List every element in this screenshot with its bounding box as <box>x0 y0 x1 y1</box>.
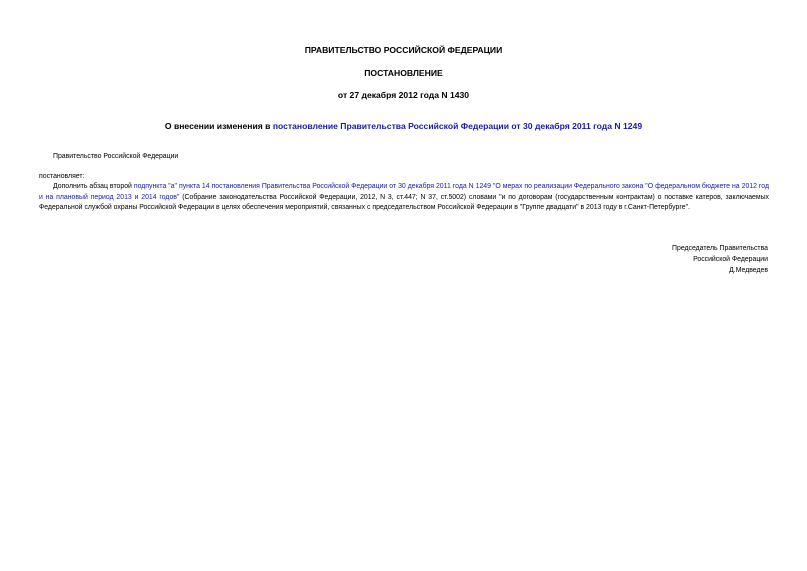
signature-organization: Российской Федерации <box>693 256 768 263</box>
amended-resolution-link[interactable]: постановление Правительства Российской Федерации от 30 декабря 2011 года N 1249 <box>272 121 643 131</box>
subparagraph-link[interactable]: подпункта "а" пункта 14 постановления Правительства Российской Федерации от 30 декабря 2011 года N 1249 "О мерах по реализации Федерального закона "О федеральном бюджете на 2012 год и на плановый период 2013 и 2014 годов" <box>39 183 769 201</box>
paragraph-start: Дополнить абзац второй <box>53 183 134 190</box>
resolves-line: постановляет: <box>39 173 85 180</box>
document-title-prefix: О внесении изменения в <box>164 121 273 131</box>
document-date-number: от 27 декабря 2012 года N 1430 <box>337 90 470 100</box>
amendment-paragraph <box>39 182 769 214</box>
issuing-authority: ПРАВИТЕЛЬСТВО РОССИЙСКОЙ ФЕДЕРАЦИИ <box>304 45 503 55</box>
document-title <box>0 121 807 132</box>
signature-name: Д.Медведев <box>729 267 768 274</box>
document-type: ПОСТАНОВЛЕНИЕ <box>364 68 443 78</box>
signature-position: Председатель Правительства <box>672 245 768 252</box>
government-line: Правительство Российской Федерации <box>53 153 179 160</box>
paragraph-end: (Собрание законодательства Российской Федерации, 2012, N 3, ст.447; N 37, ст.5002) словами "и по договорам (государственным контрактам) о поставке катеров, заключаемых Федеральной службой охраны Российской Федерации в целях обеспечения мероприятий, связанных с председательством Российской Федерации в "Группе двадцати" в 2013 году в г.Санкт-Петербурге". <box>39 193 769 211</box>
